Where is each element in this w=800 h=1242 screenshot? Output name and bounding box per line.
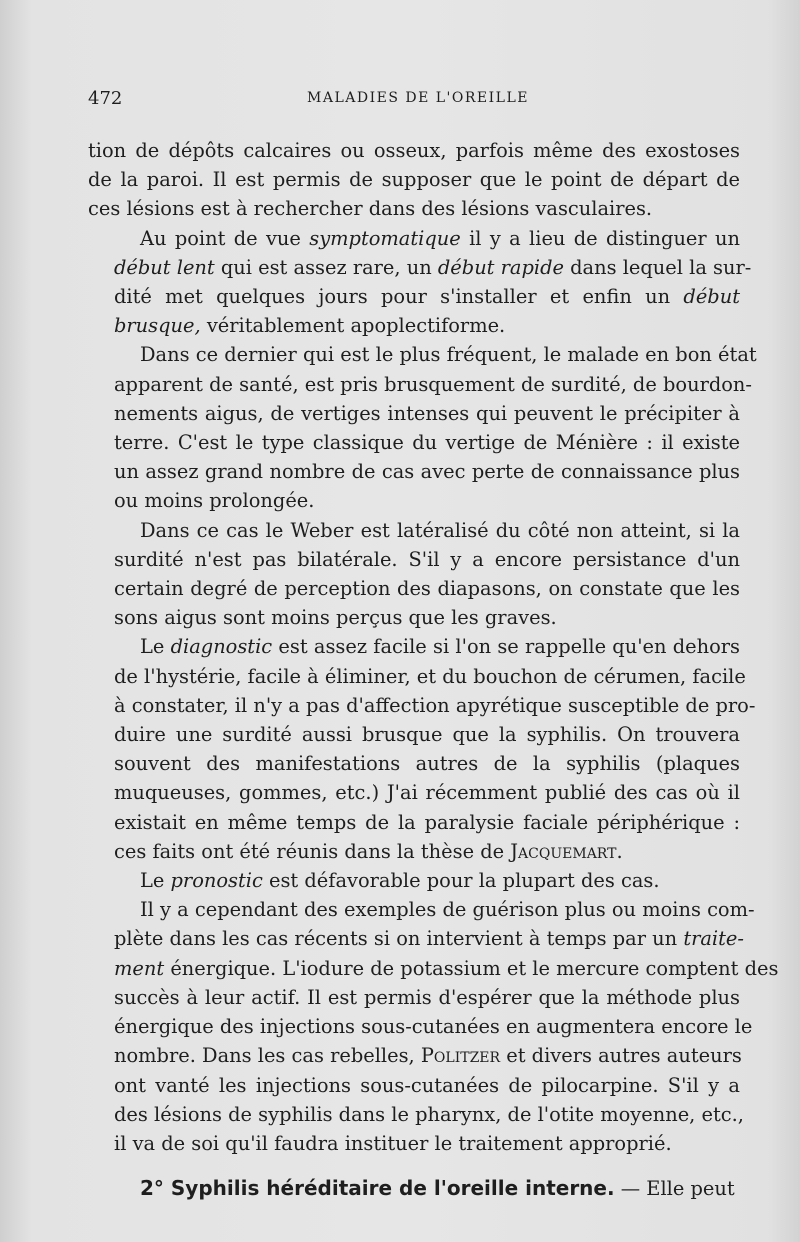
text-run: un assez grand nombre de cas avec perte de connaissance plus: [114, 460, 740, 484]
paragraph: [88, 866, 740, 895]
text-run: succès à leur actif. Il est permis d'espérer que la méthode plus: [114, 985, 740, 1009]
text-line: [88, 516, 740, 545]
text-line: [88, 574, 740, 603]
text-line: [88, 282, 740, 311]
text-run: certain degré de perception des diapasons, on constate que les: [114, 577, 740, 601]
text-run: et divers autres auteurs: [500, 1044, 742, 1068]
text-run: existait en même temps de la paralysie faciale périphérique :: [114, 810, 740, 834]
text-run: surdité n'est pas bilatérale. S'il y a encore persistance d'un: [114, 547, 740, 571]
text-run: ont vanté les injections sous-cutanées de pilocarpine. S'il y a: [114, 1073, 740, 1097]
text-run: Il y a cependant des exemples de guérison plus ou moins com-: [140, 898, 755, 922]
text-run: duire une surdité aussi brusque que la syphilis. On trouvera: [114, 723, 740, 747]
text-run: apparent de santé, est pris brusquement de surdité, de bourdon-: [114, 372, 752, 396]
text-run: de l'hystérie, facile à éliminer, et du bouchon de cérumen, facile: [114, 664, 746, 688]
paragraph: [88, 224, 752, 341]
text-run: souvent des manifestations autres de la syphilis (plaques: [114, 752, 740, 776]
text-run: énergique. L'iodure de potassium et le mercure comptent des: [164, 956, 779, 980]
text-line: [88, 662, 746, 691]
text-line: [88, 1100, 744, 1129]
text-line: [88, 924, 744, 953]
text-line: [88, 691, 756, 720]
text-run: nements aigus, de vertiges intenses qui peuvent le précipiter à: [114, 401, 740, 425]
text-run: ces lésions est à rechercher dans des lésions vasculaires.: [88, 197, 653, 221]
text-line: [88, 1071, 740, 1100]
text-run: qui est assez rare, un: [214, 255, 438, 279]
italic-text: pronostic: [170, 869, 263, 893]
text-line: [88, 632, 740, 661]
text-run: Dans ce cas le Weber est latéralisé du côté non atteint, si la: [140, 518, 740, 542]
text-line: [88, 399, 740, 428]
text-run: Le: [140, 635, 171, 659]
text-run: est défavorable pour la plupart des cas.: [262, 869, 660, 893]
text-run: ou moins prolongée.: [114, 489, 315, 513]
text-run: à constater, il n'y a pas d'affection apyrétique susceptible de pro-: [114, 693, 756, 717]
paragraph: [88, 632, 756, 866]
running-title: MALADIES DE L'OREILLE: [307, 90, 529, 106]
text-line: [88, 311, 740, 340]
text-run: dité met quelques jours pour s'installer et enfin un: [114, 285, 684, 309]
text-run: Au point de vue: [140, 226, 310, 250]
text-line: [88, 486, 740, 515]
text-run: ces faits ont été réunis dans la thèse de: [114, 839, 511, 863]
text-line: [88, 1174, 740, 1203]
text-line: [88, 457, 740, 486]
text-run: plète dans les cas récents si on intervient à temps par un: [114, 927, 684, 951]
paragraph: [88, 340, 757, 515]
text-run: nombre. Dans les cas rebelles,: [114, 1044, 421, 1068]
author-name: Politzer: [420, 1044, 501, 1068]
text-line: [88, 1129, 740, 1158]
text-run: de la paroi. Il est permis de supposer que le point de départ de: [88, 168, 740, 192]
text-run: tion de dépôts calcaires ou osseux, parfois même des exostoses: [88, 139, 740, 162]
text-line: [88, 720, 740, 749]
italic-text: brusque,: [114, 314, 201, 338]
text-run: dans lequel la sur-: [563, 255, 752, 279]
text-run: — Elle peut: [614, 1177, 735, 1201]
italic-text: début rapide: [437, 255, 564, 279]
text-run: Dans ce dernier qui est le plus fréquent, le malade en bon état: [140, 343, 757, 367]
paragraph: [88, 136, 740, 224]
text-line: [88, 749, 740, 778]
page-number: 472: [88, 88, 123, 109]
text-run: sons aigus sont moins perçus que les graves.: [114, 606, 557, 630]
paragraph: [88, 1174, 740, 1203]
italic-text: ment: [114, 956, 165, 980]
text-run: .: [616, 839, 623, 863]
text-run: énergique des injections sous-cutanées en augmentera encore le: [114, 1015, 753, 1039]
text-run: véritablement apoplectiforme.: [200, 314, 506, 338]
author-name: Jacquemart: [510, 839, 617, 863]
text-line: [88, 1041, 740, 1070]
text-line: [88, 603, 740, 632]
text-line: [88, 1012, 753, 1041]
text-line: [88, 165, 740, 194]
text-line: [88, 136, 740, 165]
text-line: [88, 895, 755, 924]
text-run: des lésions de syphilis dans le pharynx, de l'otite moyenne, etc.,: [114, 1102, 744, 1126]
text-line: [88, 428, 740, 457]
text-line: [88, 253, 752, 282]
italic-text: début: [683, 285, 740, 309]
section-heading: 2° Syphilis héréditaire de l'oreille interne.: [140, 1176, 615, 1201]
paragraph: [88, 516, 740, 633]
text-line: [88, 837, 740, 866]
text-line: [88, 224, 740, 253]
text-line: [88, 778, 740, 807]
text-line: [88, 983, 740, 1012]
text-run: il y a lieu de distinguer un: [460, 226, 740, 250]
text-run: est assez facile si l'on se rappelle qu'en dehors: [272, 635, 741, 659]
text-line: [88, 954, 779, 983]
text-line: [88, 866, 740, 895]
page-header: [88, 88, 748, 112]
italic-text: début lent: [114, 255, 215, 279]
text-line: [88, 545, 740, 574]
text-run: Le: [140, 869, 171, 893]
text-line: [88, 340, 757, 369]
paragraph: [88, 895, 779, 1158]
text-run: terre. C'est le type classique du vertige de Ménière : il existe: [114, 431, 740, 455]
body-text: [88, 136, 779, 1203]
italic-text: diagnostic: [170, 635, 273, 659]
text-line: [88, 808, 740, 837]
italic-text: symptomatique: [309, 226, 461, 250]
italic-text: traite-: [683, 927, 744, 951]
text-run: il va de soi qu'il faudra instituer le traitement approprié.: [114, 1131, 672, 1155]
text-line: [88, 194, 740, 223]
text-run: muqueuses, gommes, etc.) J'ai récemment publié des cas où il: [114, 781, 740, 805]
text-line: [88, 370, 752, 399]
